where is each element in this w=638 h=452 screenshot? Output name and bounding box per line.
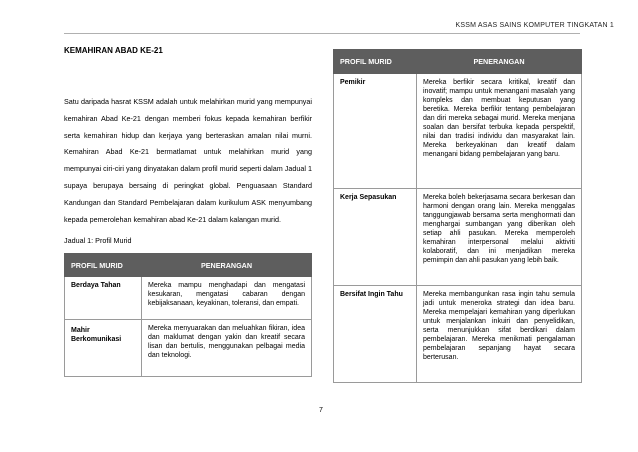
profile-cell: Mahir Berkomunikasi	[65, 320, 142, 377]
profile-cell: Bersifat Ingin Tahu	[334, 286, 417, 383]
profile-cell: Kerja Sepasukan	[334, 189, 417, 286]
left-column	[64, 40, 312, 377]
header-profile: PROFIL MURID	[65, 254, 142, 277]
description-cell: Mereka membangunkan rasa ingin tahu semula jadi untuk meneroka strategi dan idea baru. Mereka mempelajari kemahiran yang diperlukan untuk menjalankan inkuiri dan penyelidikan, serta menunjukkan sifat berdikari dalam pembelajaran. Mereka menikmati pengalaman pembelajaran sepanjang hayat secara berterusan.	[417, 286, 582, 383]
description-cell: Mereka menyuarakan dan meluahkan fikiran, idea dan maklumat dengan yakin dan kreatif secara lisan dan bertulis, menggunakan pelbagai media dan teknologi.	[142, 320, 312, 377]
profile-table-part2	[333, 49, 582, 383]
table-row	[334, 189, 582, 286]
running-header: KSSM ASAS SAINS KOMPUTER TINGKATAN 1	[455, 22, 614, 29]
header-profile: PROFIL MURID	[334, 50, 417, 74]
right-column	[333, 49, 582, 383]
description-cell: Mereka berfikir secara kritikal, kreatif dan inovatif; mampu untuk menangani masalah yang kompleks dan membuat keputusan yang beretika. Mereka berfikir tentang pembelajaran dan diri mereka sebagai murid. Mereka menjana soalan dan bersifat terbuka kepada perspektif, nilai dan tradisi individu dan masyarakat lain. Mereka berkeyakinan dan kreatif dalam menangani bidang pembelajaran yang baru.	[417, 74, 582, 189]
header-description: PENERANGAN	[417, 50, 582, 74]
profile-table-part1	[64, 253, 312, 377]
profile-cell: Pemikir	[334, 74, 417, 189]
intro-paragraph: Satu daripada hasrat KSSM adalah untuk melahirkan murid yang mempunyai kemahiran Abad Ke-21 dengan memberi fokus kepada kemahiran berfikir serta kemahiran hidup dan kerjaya yang berteraskan amalan nilai murni. Kemahiran Abad Ke-21 bermatlamat untuk melahirkan murid yang mempunyai ciri-ciri yang dinyatakan dalam profil murid seperti dalam Jadual 1 supaya berupaya bersaing di peringkat global. Penguasaan Standard Kandungan dan Standard Pembelajaran dalam kurikulum ASK menyumbang kepada pemerolehan kemahiran abad Ke-21 dalam kalangan murid.	[64, 97, 312, 224]
profile-cell: Berdaya Tahan	[65, 277, 142, 320]
page-number: 7	[319, 407, 323, 414]
header-divider	[64, 33, 580, 34]
table-row	[65, 320, 312, 377]
table-row	[334, 286, 582, 383]
table-caption: Jadual 1: Profil Murid	[64, 236, 132, 246]
table-header-row	[334, 50, 582, 74]
table-header-row	[65, 254, 312, 277]
table-row	[65, 277, 312, 320]
description-cell: Mereka boleh bekerjasama secara berkesan dan harmoni dengan orang lain. Mereka menggalas tanggungjawab bersama serta menghormati dan menghargai sumbangan yang diberikan oleh setiap ahli pasukan. Mereka memperoleh kemahiran interpersonal melalui aktiviti kolaboratif, dan ini menjadikan mereka pemimpin dan ahli pasukan yang lebih baik.	[417, 189, 582, 286]
table-row	[334, 74, 582, 189]
description-cell: Mereka mampu menghadapi dan mengatasi kesukaran, mengatasi cabaran dengan kebijaksanaan, keyakinan, toleransi, dan empati.	[142, 277, 312, 320]
header-description: PENERANGAN	[142, 254, 312, 277]
section-title: KEMAHIRAN ABAD KE-21	[64, 46, 163, 55]
